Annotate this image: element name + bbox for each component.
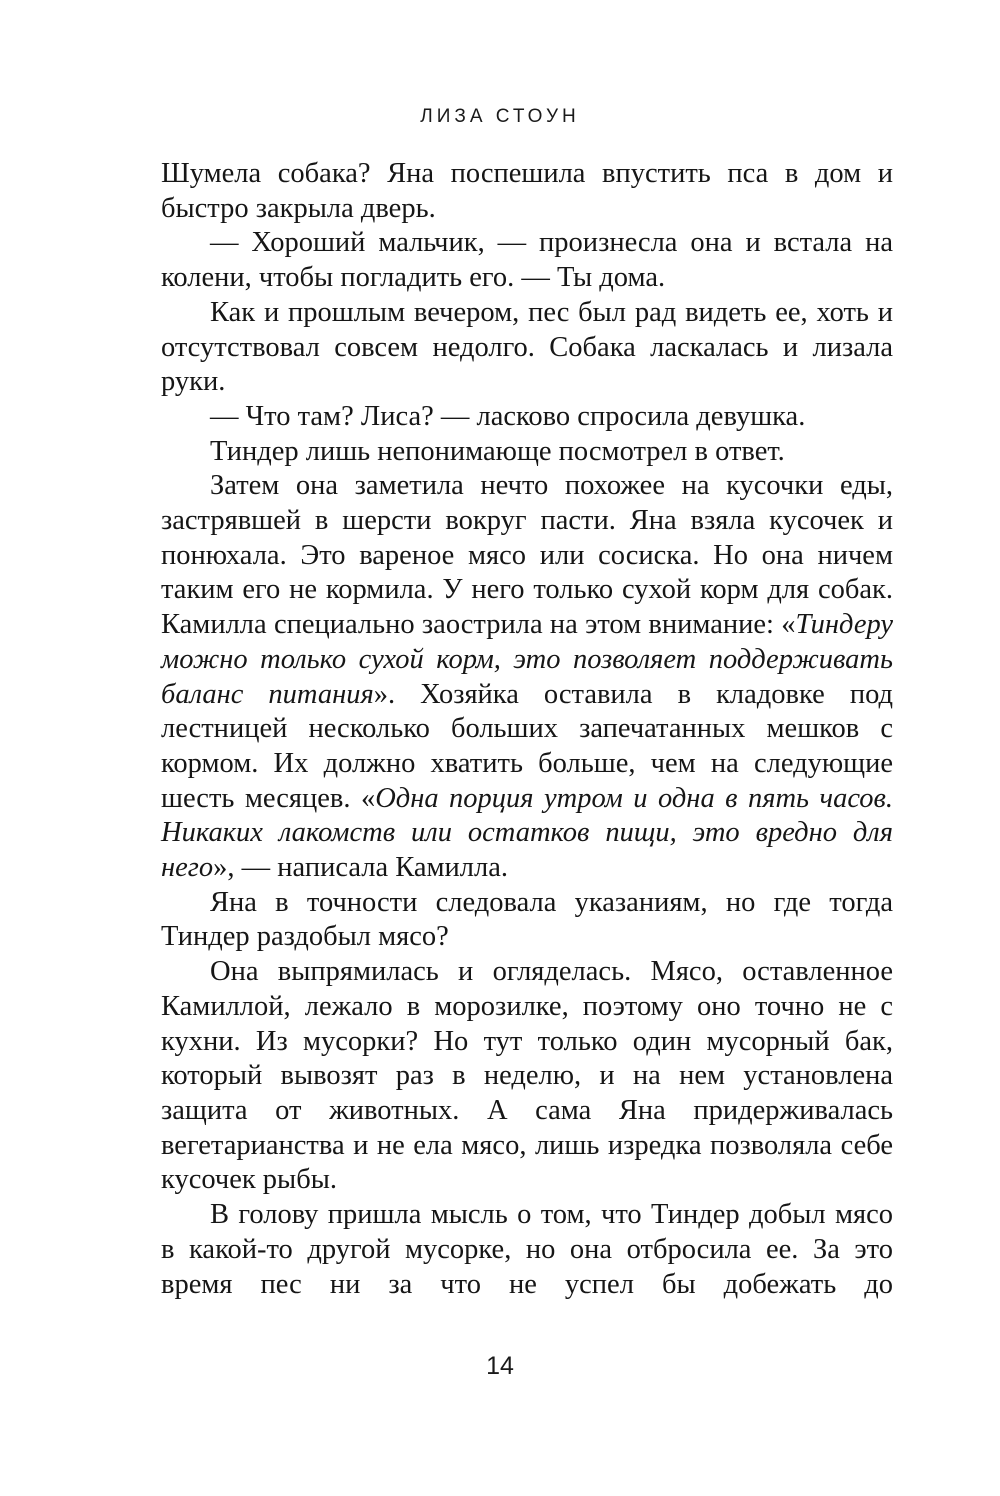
italic-quote-2: Одна порция утром и одна в пять часов. Никаких лакомств или остатков пищи, это вредно для него <box>161 782 894 884</box>
paragraph-4: — Что там? Лиса? — ласково спросила девушка. <box>210 400 806 432</box>
italic-quote-1: Тиндеру можно только сухой корм, это позволяет поддерживать баланс питания <box>161 609 893 710</box>
paragraph-7: Яна в точности следовала указаниям, но где тогда Тиндер раздобыл мясо? <box>161 886 893 953</box>
paragraph-6-text-2: ». Хозяйка оставила в кладовке под лестницей несколько больших запечатанных мешков с кормом. Их должно хватить больше, чем на следующие шесть месяцев. « <box>161 678 893 814</box>
paragraph-8: Она выпрямилась и огляделась. Мясо, оставленное Камиллой, лежало в морозилке, поэтому оно точно не с кухни. Из мусорки? Но тут только один мусорный бак, который вывозят раз в неделю, и на нем установлена защита от животных. А сама Яна придерживалась вегетарианства и не ела мясо, лишь изредка позволяла себе кусочек рыбы. <box>161 956 893 1196</box>
paragraph-9: В голову пришла мысль о том, что Тиндер добыл мясо в какой-то другой мусорке, но она отбросила ее. За это время пес ни за что не успел бы добежать до <box>161 1199 893 1300</box>
paragraph-1: Шумела собака? Яна поспешила впустить пса в дом и быстро закрыла дверь. <box>161 158 893 224</box>
paragraph-5: Тиндер лишь непонимающе посмотрел в ответ. <box>210 435 785 467</box>
paragraph-6-text-3: », — написала Камилла. <box>213 852 509 884</box>
paragraph-3: Как и прошлым вечером, пес был рад видеть ее, хоть и отсутствовал совсем недолго. Собака ласкалась и лизала руки. <box>161 296 893 398</box>
running-head-author: ЛИЗА СТОУН <box>420 106 580 127</box>
page-number: 14 <box>486 1352 514 1380</box>
body-text <box>161 157 893 1302</box>
paragraph-6-text-1: Затем она заметила нечто похожее на кусочки еды, застрявшей в шерсти вокруг пасти. Яна взяла кусочек и понюхала. Это вареное мясо или сосиска. Но она ничем таким его не кормила. У него только сухой корм для собак. Камилла специально заострила на этом внимание: « <box>161 470 893 641</box>
paragraph-2: — Хороший мальчик, — произнесла она и встала на колени, чтобы погладить его. — Ты дома. <box>161 227 893 294</box>
paragraph-6 <box>161 469 893 885</box>
